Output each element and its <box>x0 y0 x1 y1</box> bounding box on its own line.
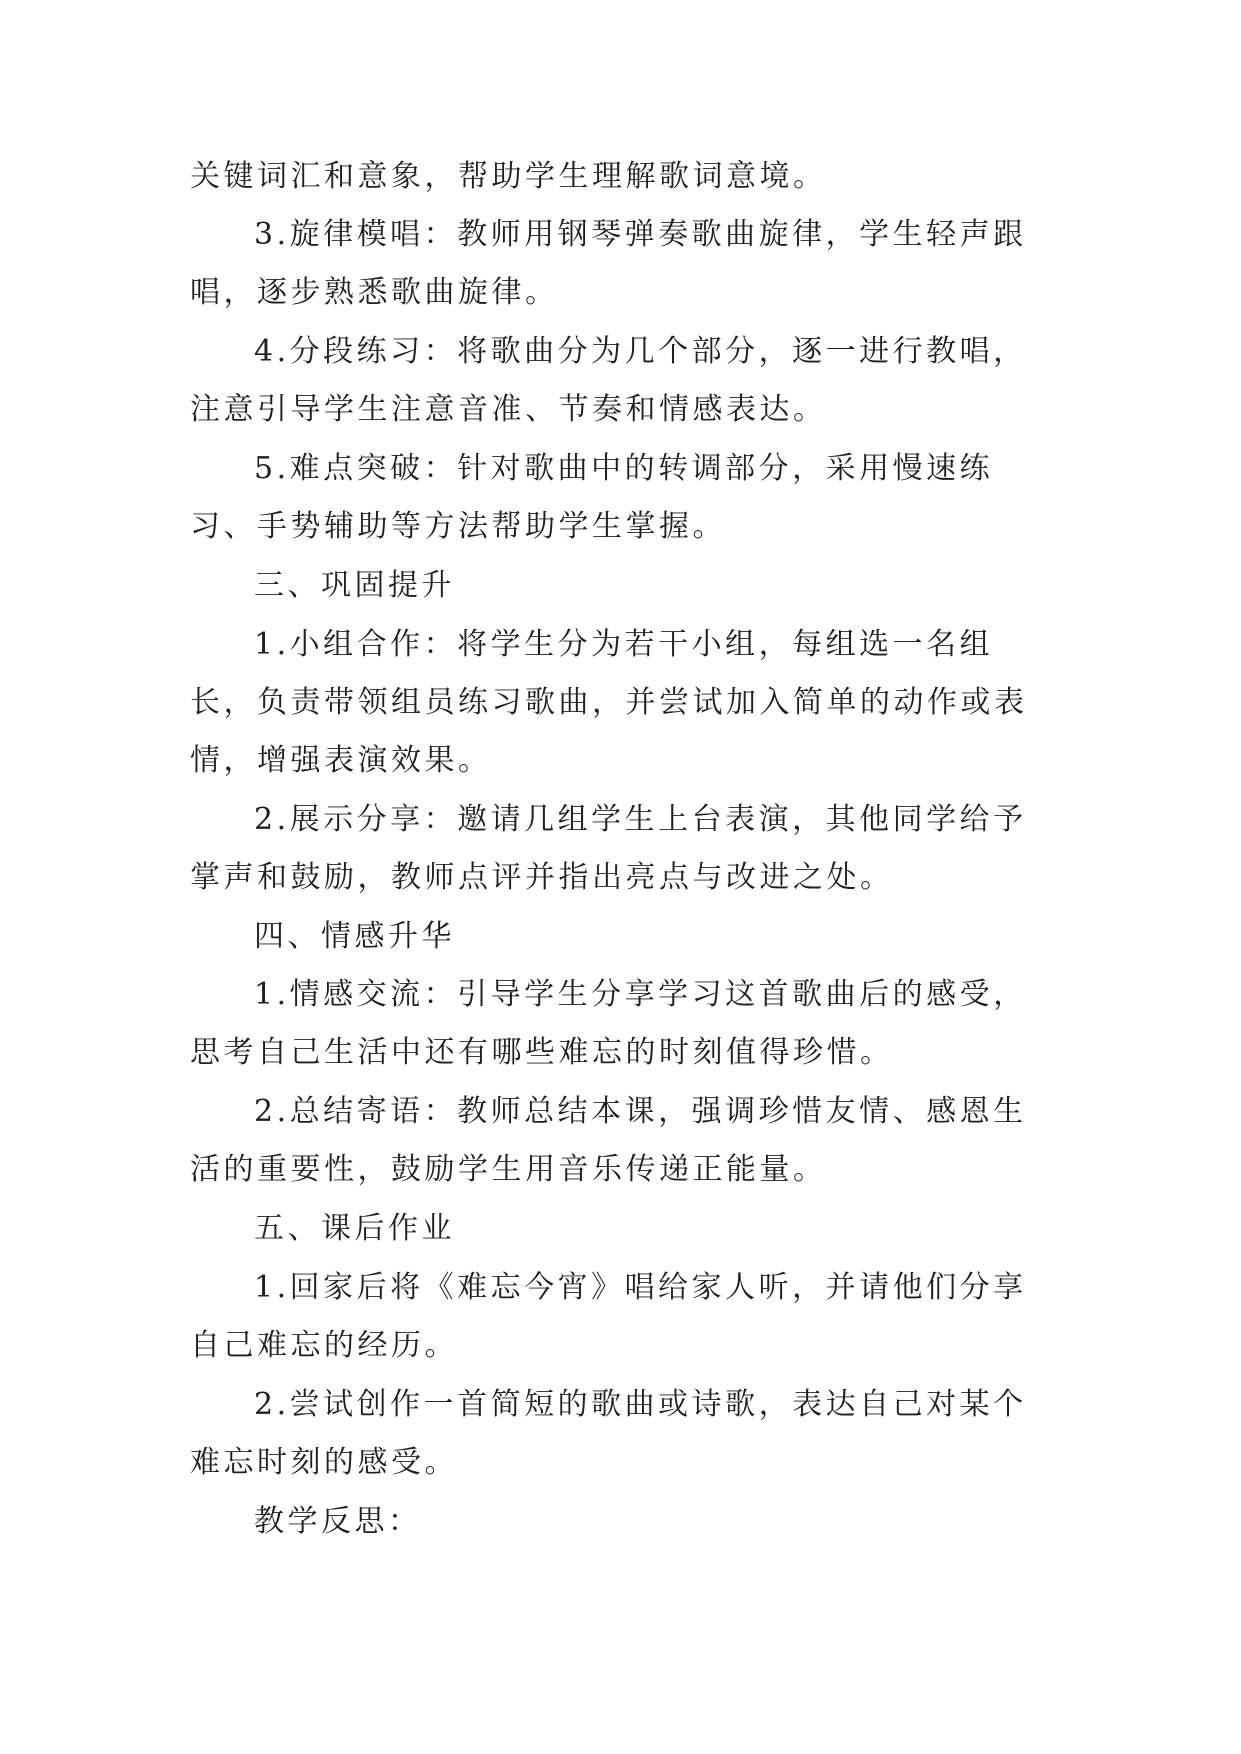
paragraph-homework-2: 2.尝试创作一首简短的歌曲或诗歌，表达自己对某个难忘时刻的感受。 <box>190 1387 1027 1480</box>
paragraph-group-cooperation: 1.小组合作：将学生分为若干小组，每组选一名组长，负责带领组员练习歌曲，并尝试加入简单的动作或表情，增强表演效果。 <box>190 627 1028 778</box>
paragraph-continuation: 关键词汇和意象，帮助学生理解歌词意境。 <box>190 159 827 194</box>
paragraph-melody-imitation: 3.旋律模唱：教师用钢琴弹奏歌曲旋律，学生轻声跟唱，逐步熟悉歌曲旋律。 <box>190 217 1027 310</box>
paragraph-summary: 2.总结寄语：教师总结本课，强调珍惜友情、感恩生活的重要性，鼓励学生用音乐传递正能量。 <box>190 1094 1027 1187</box>
section-heading-emotion: 四、情感升华 <box>254 919 455 954</box>
section-heading-consolidate: 三、巩固提升 <box>254 568 455 603</box>
section-heading-reflection: 教学反思： <box>254 1504 422 1539</box>
paragraph-section-practice: 4.分段练习：将歌曲分为几个部分，逐一进行教唱，注意引导学生注意音准、节奏和情感表达。 <box>190 334 1027 427</box>
paragraph-emotional-exchange: 1.情感交流：引导学生分享学习这首歌曲后的感受，思考自己生活中还有哪些难忘的时刻值得珍惜。 <box>190 977 1027 1070</box>
paragraph-difficulty-breakthrough: 5.难点突破：针对歌曲中的转调部分，采用慢速练习、手势辅助等方法帮助学生掌握。 <box>190 451 994 544</box>
section-heading-homework: 五、课后作业 <box>254 1211 455 1246</box>
paragraph-showcase-share: 2.展示分享：邀请几组学生上台表演，其他同学给予掌声和鼓励，教师点评并指出亮点与改进之处。 <box>190 802 1027 895</box>
paragraph-homework-1: 1.回家后将《难忘今宵》唱给家人听，并请他们分享自己难忘的经历。 <box>190 1270 1027 1363</box>
